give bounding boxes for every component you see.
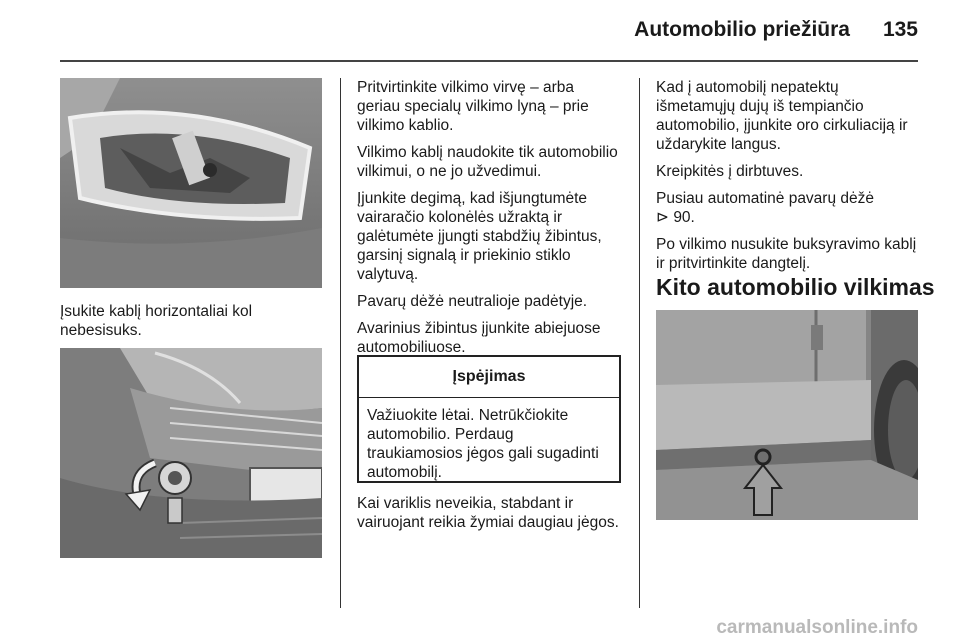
paragraph-gearbox [656,189,918,227]
figure-front-bumper [60,348,322,558]
paragraph-hook-use: Vilkimo kablį naudokite tik automobilio vilkimui, o ne jo užvedimui. [357,144,618,180]
paragraph-attach-rope: Pritvirtinkite vilkimo virvę – arba geriau specialų vilkimo lyną – prie vilkimo kablio. [357,79,589,134]
paragraph-neutral: Pavarų dėžė neutralioje padėtyje. [357,293,588,310]
watermark: carmanualsonline.info [716,617,918,638]
paragraph-engine-off: Kai variklis neveikia, stabdant ir vairuojant reikia žymiai daugiau jėgos. [357,495,619,531]
section-heading-towing-other: Kito automobilio vilkimas [656,274,935,300]
paragraph-after-towing: Po vilkimo nusukite buksyravimo kablį ir pritvirtinkite dangtelį. [656,236,917,272]
gearbox-text: Pusiau automatinė pavarų dėžė [656,190,875,207]
paragraph-exhaust: Kad į automobilį nepatektų išmetamųjų dujų iš tempiančio automobilio, įjunkite oro cirkuliaciją ir uždarykite langus. [656,79,908,153]
warning-title: Įspėjimas [359,357,619,398]
paragraph-hazard-lights: Avarinius žibintus įjunkite abiejuose automobiliuose. [357,320,601,356]
paragraph-ignition: Įjunkite degimą, kad išjungtumėte vairaračio kolonėlės užraktą ir galėtumėte įjungti stabdžių žibintus, garsinį signalą ir priekinio stiklo valytuvą. [357,190,602,283]
page-header-title: Automobilio priežiūra [634,18,850,41]
page-ref-icon: ⊳ [656,209,669,226]
column-divider-right [639,78,640,608]
header-rule [60,60,918,62]
figure-rear-tow-eye [656,310,918,520]
figure-tow-hook-recess [60,78,322,288]
paragraph-workshop: Kreipkitės į dirbtuves. [656,163,804,180]
page-number: 135 [882,18,918,41]
caption-tow-hook: Įsukite kablį horizontaliai kol nebesisuks. [60,303,253,339]
column-divider-left [340,78,341,608]
gearbox-page-ref[interactable]: 90. [673,209,695,226]
warning-body: Važiuokite lėtai. Netrūkčiokite automobilio. Perdaug traukiamosios jėgos gali sugadinti automobilį. [367,407,599,481]
warning-box [357,355,621,483]
